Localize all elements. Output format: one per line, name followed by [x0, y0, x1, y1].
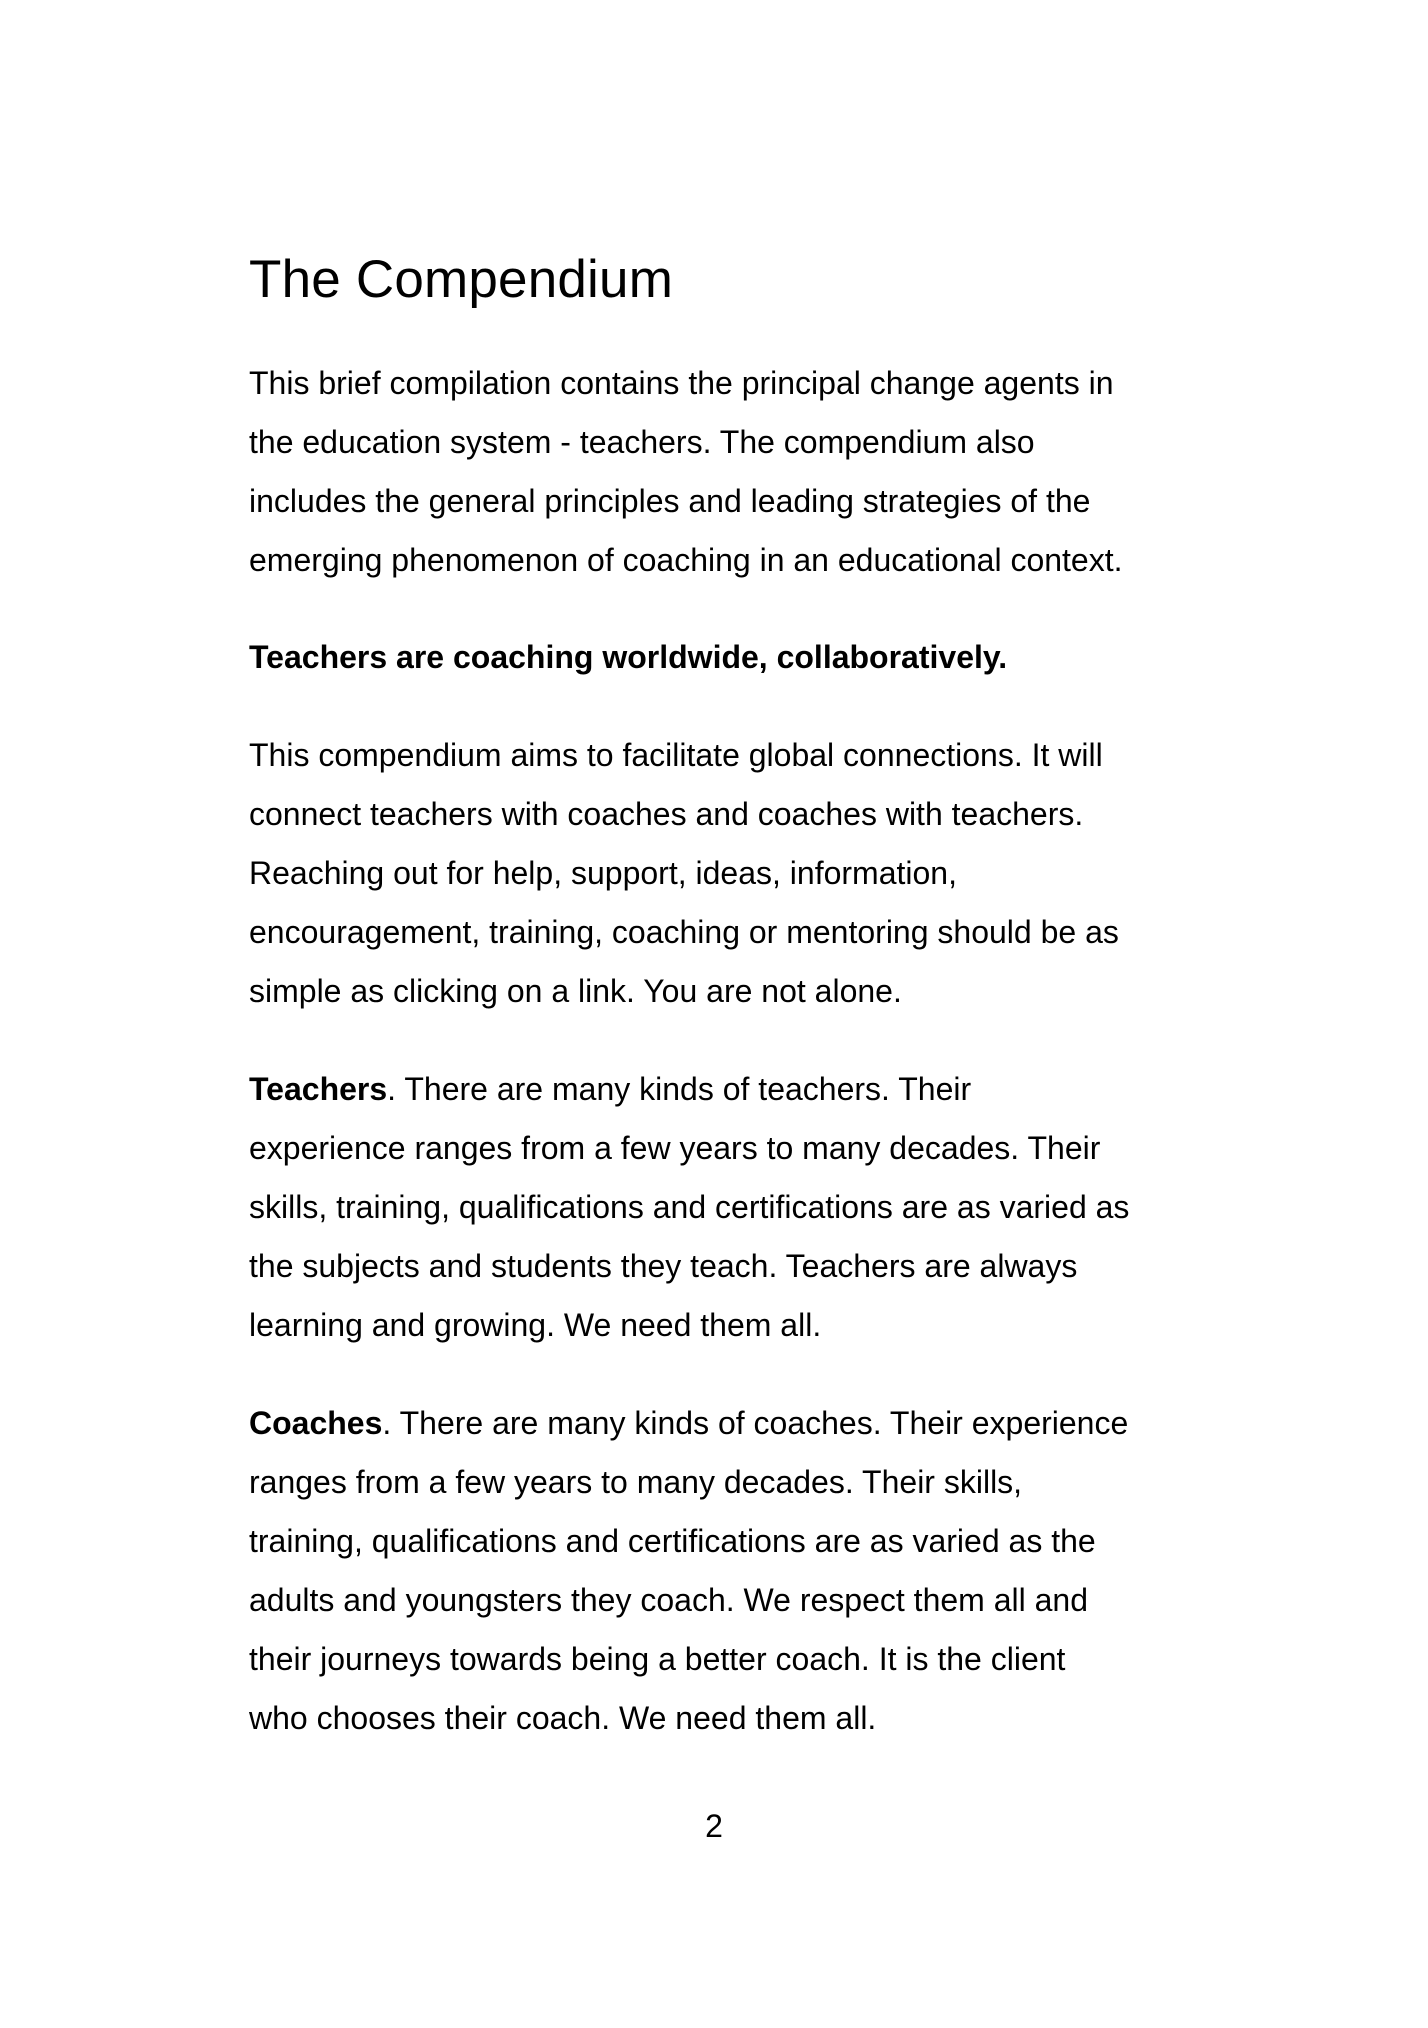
- aims-line: encouragement, training, coaching or mentoring should be as: [249, 914, 1119, 950]
- intro-line: includes the general principles and leading strategies of the: [249, 483, 1091, 519]
- teachers-first-line-text: . There are many kinds of teachers. Their: [387, 1071, 972, 1107]
- coaches-line: adults and youngsters they coach. We respect them all and: [249, 1582, 1088, 1618]
- coaches-line: training, qualifications and certifications are as varied as the: [249, 1523, 1096, 1559]
- aims-line: connect teachers with coaches and coaches with teachers.: [249, 796, 1084, 832]
- coaches-term: Coaches: [249, 1405, 383, 1441]
- teachers-line: the subjects and students they teach. Teachers are always: [249, 1248, 1078, 1284]
- aims-line: This compendium aims to facilitate global connections. It will: [249, 737, 1103, 773]
- page-title: The Compendium: [249, 250, 674, 309]
- teachers-line: learning and growing. We need them all.: [249, 1307, 822, 1343]
- teachers-line: experience ranges from a few years to many decades. Their: [249, 1130, 1101, 1166]
- intro-paragraph: [249, 354, 1209, 590]
- intro-line: emerging phenomenon of coaching in an educational context.: [249, 542, 1123, 578]
- intro-line: This brief compilation contains the principal change agents in: [249, 365, 1114, 401]
- coaches-first-line-text: . There are many kinds of coaches. Their experience: [382, 1405, 1129, 1441]
- teachers-first-line: [249, 1060, 1209, 1119]
- teachers-term: Teachers: [249, 1071, 388, 1107]
- coaches-first-line: [249, 1394, 1209, 1453]
- key-statement: Teachers are coaching worldwide, collaboratively.: [249, 639, 1008, 675]
- intro-line: the education system - teachers. The compendium also: [249, 424, 1035, 460]
- coaches-line: their journeys towards being a better coach. It is the client: [249, 1641, 1066, 1677]
- coaches-line: who chooses their coach. We need them all.: [249, 1700, 877, 1736]
- teachers-line: skills, training, qualifications and certifications are as varied as: [249, 1189, 1130, 1225]
- teachers-paragraph: [249, 1060, 1209, 1355]
- coaches-paragraph: [249, 1394, 1209, 1748]
- coaches-line: ranges from a few years to many decades. Their skills,: [249, 1464, 1023, 1500]
- page-number: 2: [705, 1808, 723, 1844]
- page-content: [249, 244, 1209, 1748]
- aims-line: Reaching out for help, support, ideas, information,: [249, 855, 957, 891]
- aims-line: simple as clicking on a link. You are not alone.: [249, 973, 902, 1009]
- aims-paragraph: [249, 726, 1209, 1021]
